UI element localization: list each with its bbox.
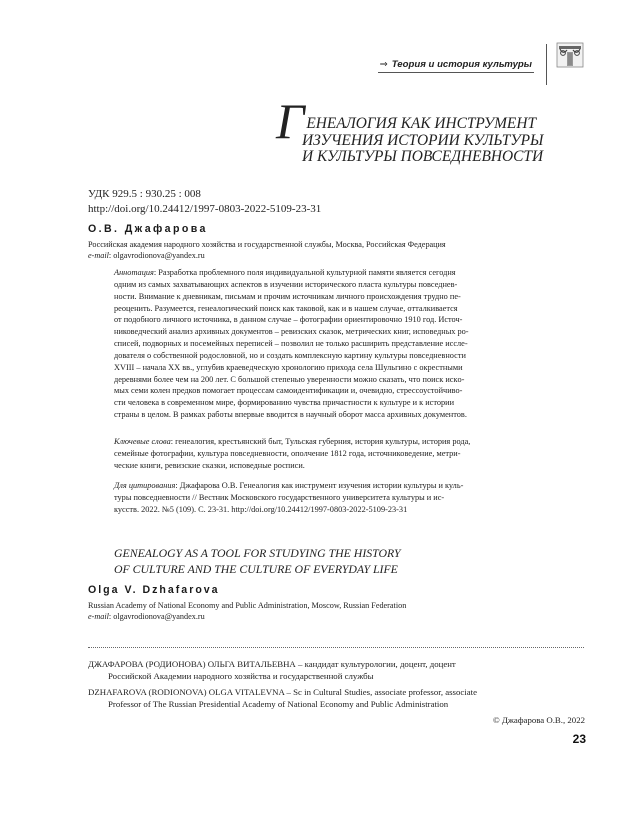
title-line: И КУЛЬТУРЫ ПОВСЕДНЕВНОСТИ	[302, 148, 544, 166]
copyright: © Джафарова О.В., 2022	[492, 715, 585, 725]
bio-ru	[88, 659, 456, 682]
citation	[114, 480, 463, 516]
abstract-line: списей, подворных и посемейных переписей – позволил не только расширить представление иссле-	[114, 339, 468, 349]
abstract-line: сти человека в современном мире, формированию чувства причастности к культуре и к истории	[114, 398, 455, 408]
bio-en	[88, 687, 477, 710]
title-line: ИЗУЧЕНИЯ ИСТОРИИ КУЛЬТУРЫ	[302, 131, 544, 149]
citation-line: кусств. 2022. №5 (109). С. 23-31. http://doi.org/10.24412/1997-0803-2022-5109-23-31	[114, 504, 408, 514]
udk-code: УДК 929.5 : 930.25 : 008	[88, 188, 201, 200]
bio-line: ДЖАФАРОВА (РОДИОНОВА) ОЛЬГА ВИТАЛЬЕВНА – кандидат культурологии, доцент, доцент	[88, 659, 456, 669]
email-address: : olgavrodionova@yandex.ru	[108, 251, 205, 260]
running-head	[372, 59, 532, 70]
citation-label: Для цитирования	[114, 481, 176, 490]
bio-line: Российской Академии народного хозяйства и государственной службы	[108, 670, 374, 681]
citation-line: : Джафарова О.В. Генеалогия как инструмент изучения истории культуры и куль-	[175, 481, 464, 490]
english-title-line: GENEALOGY AS A TOOL FOR STUDYING THE HISTORY	[114, 546, 401, 560]
abstract-line: реоценить. Разумеется, генеалогический поиск как таковой, как и в нашем случае, отталкивается	[114, 303, 458, 313]
abstract-line: XVIII – начала XX вв., углубив краеведческую хронологию прихода села Шульгино с окрестными	[114, 362, 463, 372]
abstract-line: одним из самых захватывающих аспектов в изучении исторического пласта культуры повседнев-	[114, 279, 458, 289]
title-text	[302, 115, 544, 166]
author-name-ru: О.В. Джафарова	[88, 223, 208, 235]
abstract-line: страны в целом. В рамках работы впервые вводится в научный оборот масса архивных документов.	[114, 410, 467, 420]
title-drop-letter: Г	[276, 93, 305, 149]
header-divider	[546, 44, 547, 85]
abstract-line: никоведческий анализ архивных документов – ревизских сказок, метрических книг, исповедных ро-	[114, 327, 469, 337]
citation-line: туры повседневности // Вестник Московского государственного университета культуры и ис-	[114, 492, 445, 502]
bio-line: Professor of The Russian Presidential Academy of National Economy and Public Administration	[108, 698, 449, 709]
abstract-line: дователя о собственной родословной, но и создать комплексную картину культуры повседневности	[114, 350, 466, 360]
doi-link[interactable]: http://doi.org/10.24412/1997-0803-2022-5109-23-31	[88, 203, 322, 215]
page-number: 23	[572, 732, 586, 746]
abstract-line: : Разработка проблемного поля индивидуальной культурной памяти является сегодня	[153, 268, 456, 277]
abstract	[114, 267, 469, 421]
header-rule	[378, 72, 534, 73]
title-line: ЕНЕАЛОГИЯ КАК ИНСТРУМЕНТ	[306, 115, 536, 132]
email-label: e-mail	[88, 612, 109, 621]
author-name-en: Olga V. Dzhafarova	[88, 584, 220, 596]
bio-line: DZHAFAROVA (RODIONOVA) OLGA VITALEVNA – Sc in Cultural Studies, associate professor, associate	[88, 687, 477, 697]
dotted-divider	[88, 647, 584, 648]
keywords-line: ческие книги, ревизские сказки, исповедные росписи.	[114, 460, 305, 470]
abstract-line: мых семи колен предков помогает процессам самоидентификации и, очевидно, стрессоустойчиво-	[114, 386, 463, 396]
keywords-label: Ключевые слова	[114, 437, 171, 446]
author-affiliation-en: Russian Academy of National Economy and Public Administration, Moscow, Russian Federation	[88, 601, 407, 610]
author-affiliation-ru: Российская академия народного хозяйства и государственной службы, Москва, Российская Федерация	[88, 240, 446, 249]
abstract-line: деревнями более чем на 200 лет. С большой степенью уверенности можно сказать, что поиск искo-	[114, 374, 465, 384]
author-email-en[interactable]	[88, 612, 205, 621]
abstract-line: от подобного личного источника, в данном случае – фотографии ориентировочно 1910 год. Источ-	[114, 315, 463, 325]
email-label: e-mail	[88, 251, 109, 260]
keywords-line: семейные фотографии, культура повседневности, ополчение 1812 года, источниковедение, метри-	[114, 448, 461, 458]
english-title-line: OF CULTURE AND THE CULTURE OF EVERYDAY LIFE	[114, 561, 398, 576]
abstract-label: Аннотация	[114, 268, 154, 277]
author-email-ru[interactable]	[88, 251, 205, 260]
english-title	[114, 546, 544, 577]
abstract-line: ности. Внимание к дневникам, письмам и прочим источникам личного происхождения трудно пе-	[114, 291, 461, 301]
keywords	[114, 436, 470, 472]
section-title: Теория и история культуры	[391, 59, 532, 70]
column-capital-icon	[556, 42, 584, 68]
arrow-icon: ⇒	[379, 59, 388, 70]
keywords-line: : генеалогия, крестьянский быт, Тульская губерния, история культуры, история рода,	[170, 437, 471, 446]
email-address: : olgavrodionova@yandex.ru	[108, 612, 205, 621]
